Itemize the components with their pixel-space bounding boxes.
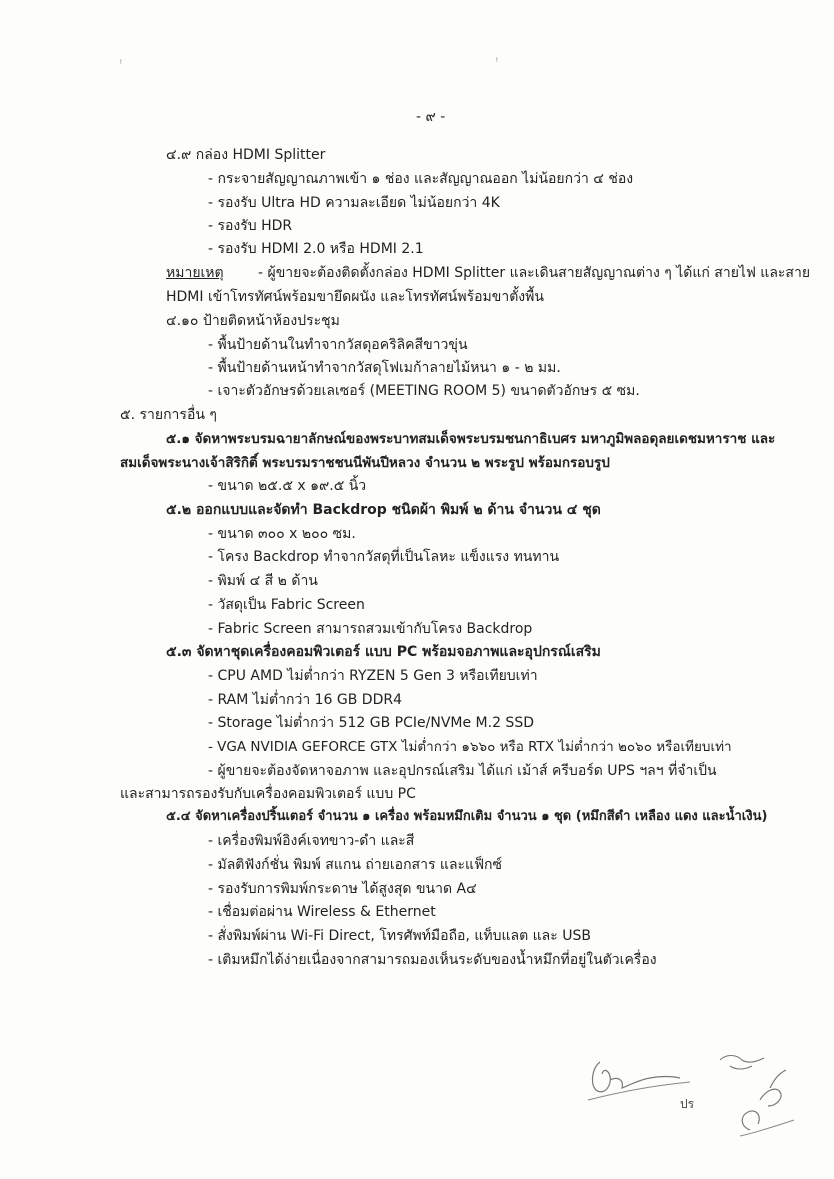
list-item: - Storage ไม่ต่ำกว่า 512 GB PCIe/NVMe M.2 SSD	[208, 715, 534, 731]
list-item: - ขนาด ๒๕.๕ x ๑๙.๕ นิ้ว	[208, 478, 367, 494]
page-number: - ๙ -	[416, 109, 446, 125]
list-item: - พื้นป้ายด้านหน้าทำจากวัสดุโฟเมก้าลายไม้หนา ๑ - ๒ มม.	[208, 360, 561, 376]
scan-mark-center: ᵎ	[496, 56, 498, 67]
section-5-3-title: ๕.๓ จัดหาชุดเครื่องคอมพิวเตอร์ แบบ PC พร้อมจอภาพและอุปกรณ์เสริม	[166, 644, 601, 660]
note-text: - ผู้ขายจะต้องติดตั้งกล่อง HDMI Splitter และเดินสายสัญญาณต่าง ๆ ได้แก่ สายไฟ และสาย	[258, 265, 811, 281]
section-5-1-title: ๕.๑ จัดหาพระบรมฉายาลักษณ์ของพระบาทสมเด็จพระบรมชนกาธิเบศร มหาภูมิพลอดุลยเดชมหาราช และ	[166, 431, 776, 447]
section-5-title: ๕. รายการอื่น ๆ	[120, 407, 217, 423]
signature-initials: ปร	[680, 1097, 695, 1111]
section-4-10-title: ๔.๑๐ ป้ายติดหน้าห้องประชุม	[166, 313, 340, 329]
list-item: - VGA NVIDIA GEFORCE GTX ไม่ต่ำกว่า ๑๖๖๐ หรือ RTX ไม่ต่ำกว่า ๒๐๖๐ หรือเทียบเท่า	[208, 739, 732, 755]
list-item: - RAM ไม่ต่ำกว่า 16 GB DDR4	[208, 692, 403, 708]
list-item: - สั่งพิมพ์ผ่าน Wi-Fi Direct, โทรศัพท์มือถือ, แท็บแลต และ USB	[208, 928, 591, 944]
section-5-2-title: ๕.๒ ออกแบบและจัดทำ Backdrop ชนิดผ้า พิมพ์ ๒ ด้าน จำนวน ๔ ชุด	[166, 502, 601, 518]
list-item: - รองรับ HDMI 2.0 หรือ HDMI 2.1	[208, 241, 424, 257]
handwritten-signatures	[580, 1040, 810, 1150]
list-item: - มัลติฟังก์ชั่น พิมพ์ สแกน ถ่ายเอกสาร และแฟ็กซ์	[208, 857, 502, 873]
list-item: - วัสดุเป็น Fabric Screen	[208, 597, 365, 613]
list-item: - ผู้ขายจะต้องจัดหาจอภาพ และอุปกรณ์เสริม ได้แก่ เม้าส์ ครีบอร์ด UPS ฯลฯ ที่จำเป็น	[208, 763, 717, 779]
list-item: - Fabric Screen สามารถสวมเข้ากับโครง Backdrop	[208, 621, 533, 637]
section-4-9-title: ๔.๙ กล่อง HDMI Splitter	[166, 147, 326, 163]
list-item: - พื้นป้ายด้านในทำจากวัสดุอคริลิคสีขาวขุ่น	[208, 337, 468, 353]
list-item: - เจาะตัวอักษรด้วยเลเซอร์ (MEETING ROOM 5) ขนาดตัวอักษร ๕ ซม.	[208, 383, 640, 399]
list-item: - รองรับการพิมพ์กระดาษ ได้สูงสุด ขนาด A๔	[208, 881, 477, 897]
note-text-continued: HDMI เข้าโทรทัศน์พร้อมขายึดผนัง และโทรทัศน์พร้อมขาตั้งพื้น	[166, 289, 544, 305]
list-item-continued: และสามารถรองรับกับเครื่องคอมพิวเตอร์ แบบ PC	[120, 786, 416, 802]
note-label: หมายเหตุ	[166, 265, 224, 281]
list-item: - เชื่อมต่อผ่าน Wireless & Ethernet	[208, 904, 436, 920]
scan-mark-left: ᵎ	[120, 58, 122, 69]
section-5-4-title: ๕.๔ จัดหาเครื่องปริ้นเตอร์ จำนวน ๑ เครื่อง พร้อมหมึกเติม จำนวน ๑ ชุด (หมึกสีดำ เหลือง แดง และน้ำเงิน)	[166, 809, 768, 824]
list-item: - กระจายสัญญาณภาพเข้า ๑ ช่อง และสัญญาณออก ไม่น้อยกว่า ๔ ช่อง	[208, 171, 634, 187]
list-item: - รองรับ Ultra HD ความละเอียด ไม่น้อยกว่า 4K	[208, 195, 500, 211]
list-item: - CPU AMD ไม่ต่ำกว่า RYZEN 5 Gen 3 หรือเทียบเท่า	[208, 668, 538, 684]
list-item: - โครง Backdrop ทำจากวัสดุที่เป็นโลหะ แข็งแรง ทนทาน	[208, 549, 560, 565]
list-item: - เครื่องพิมพ์อิงค์เจทขาว-ดำ และสี	[208, 833, 415, 849]
list-item: - เติมหมึกได้ง่ายเนื่องจากสามารถมองเห็นระดับของน้ำหมึกที่อยู่ในตัวเครื่อง	[208, 952, 657, 968]
list-item: - พิมพ์ ๔ สี ๒ ด้าน	[208, 573, 318, 589]
list-item: - ขนาด ๓๐๐ x ๒๐๐ ซม.	[208, 526, 356, 542]
list-item: - รองรับ HDR	[208, 218, 293, 234]
section-5-1-title-continued: สมเด็จพระนางเจ้าสิริกิติ์ พระบรมราชชนนีพันปีหลวง จำนวน ๒ พระรูป พร้อมกรอบรูป	[120, 455, 610, 471]
